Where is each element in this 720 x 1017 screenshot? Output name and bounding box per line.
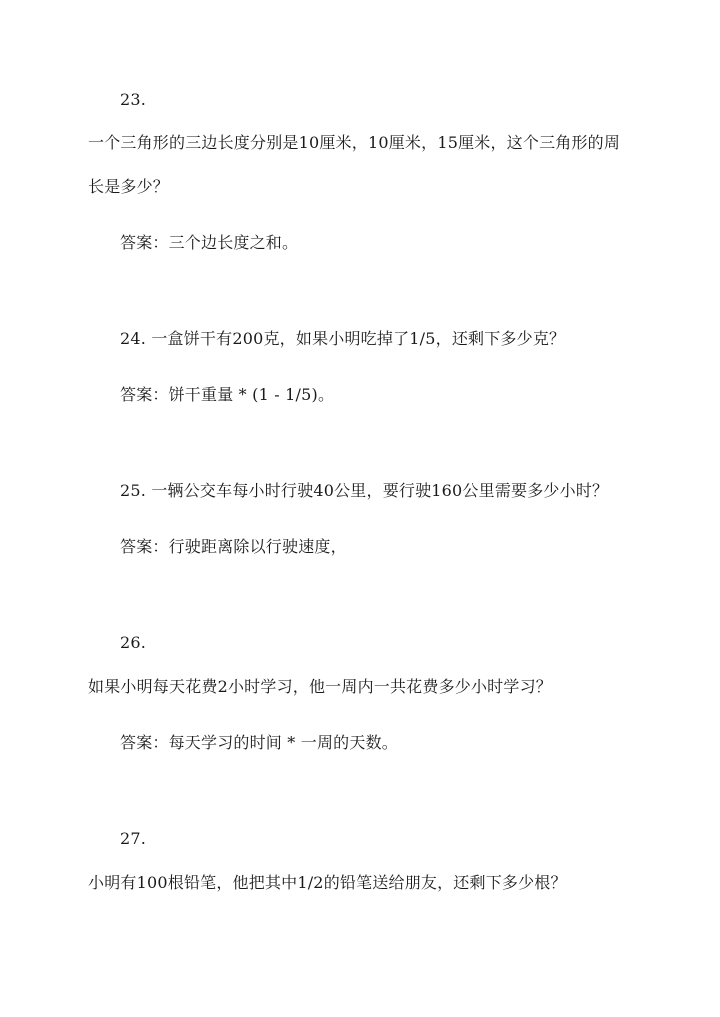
question-text: 长是多少？ (88, 177, 170, 196)
answer-text: 答案：三个边长度之和。 (120, 233, 299, 252)
question-number: 23. (120, 90, 147, 109)
question-text: 小明有100根铅笔，他把其中1/2的铅笔送给朋友，还剩下多少根？ (88, 873, 567, 892)
question-text: 如果小明每天花费2小时学习，他一周内一共花费多少小时学习？ (88, 677, 552, 696)
answer-text: 答案：每天学习的时间 * 一周的天数。 (120, 733, 398, 752)
question-text: 25. 一辆公交车每小时行驶40公里，要行驶160公里需要多少小时？ (120, 481, 609, 500)
question-number: 26. (120, 633, 147, 652)
answer-text: 答案：饼干重量 * (1 - 1/5)。 (120, 385, 335, 404)
question-number: 27. (120, 829, 147, 848)
answer-text: 答案：行驶距离除以行驶速度， (120, 537, 347, 556)
question-text: 一个三角形的三边长度分别是10厘米，10厘米，15厘米，这个三角形的周 (88, 133, 621, 152)
question-text: 24. 一盒饼干有200克，如果小明吃掉了1/5，还剩下多少克？ (120, 329, 566, 348)
